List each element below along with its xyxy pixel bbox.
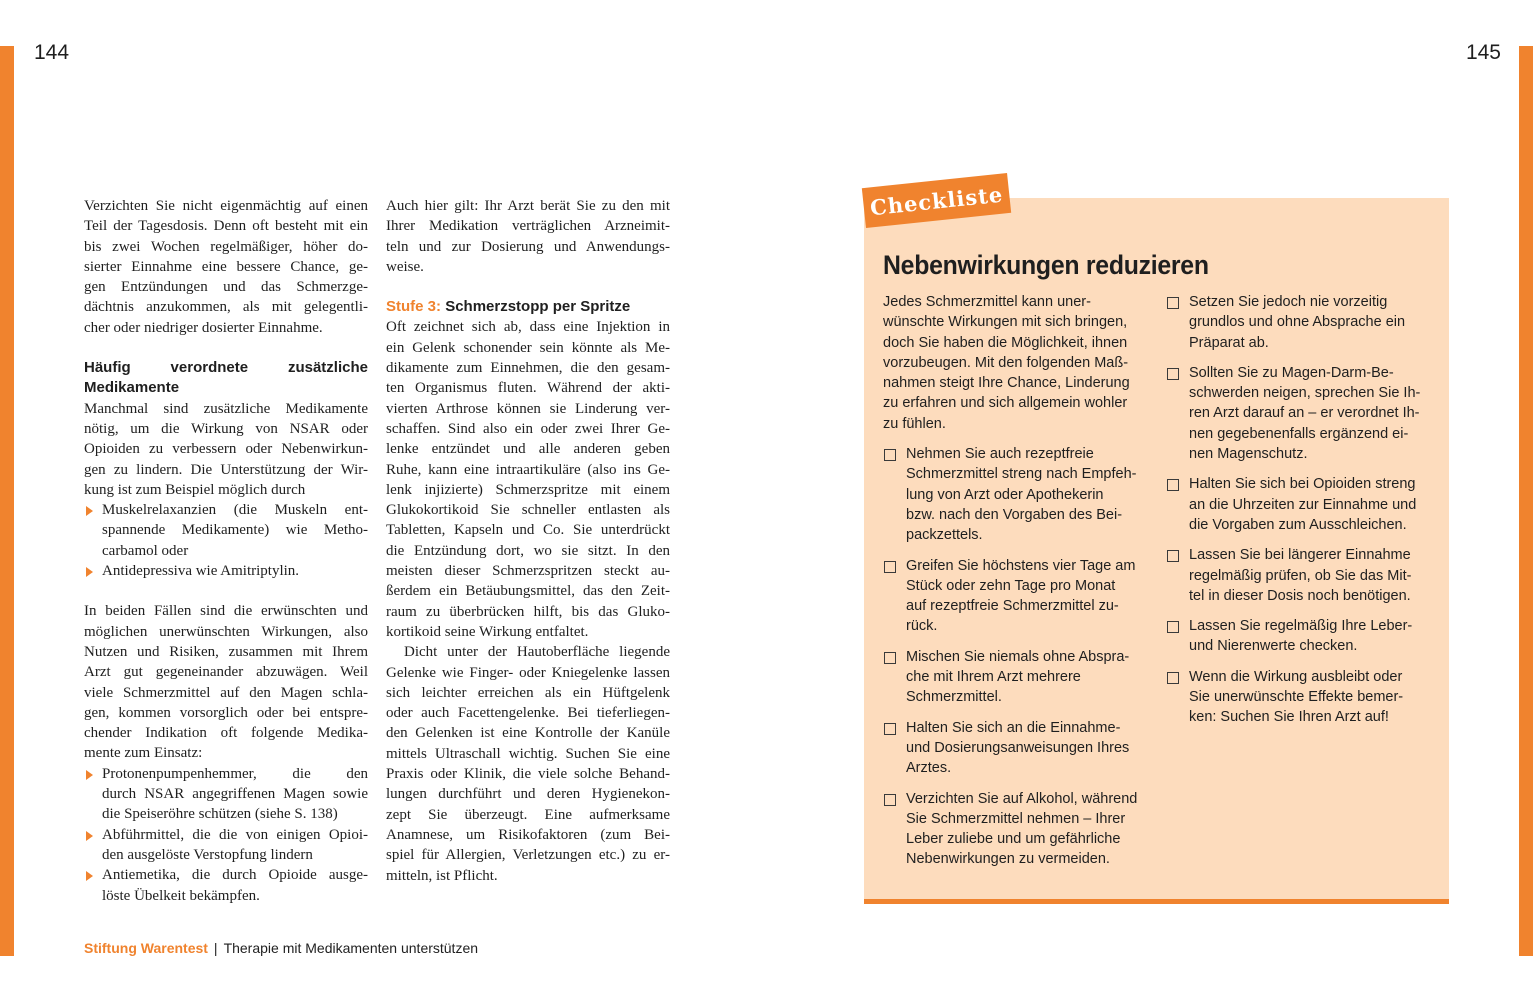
checklist-item-line: Sie Schmerzmittel nehmen – Ihrer bbox=[906, 810, 1126, 827]
text-line: löste Übelkeit bekämpfen. bbox=[102, 887, 260, 904]
checklist-item-line: Lassen Sie regelmäßig Ihre Leber- bbox=[1189, 618, 1413, 635]
checklist-items-right bbox=[1166, 292, 1432, 728]
text-line: cher oder niedriger dosierter Einnahme. bbox=[84, 319, 323, 336]
text-line: Auch hier gilt: Ihr Arzt berät Sie zu den mit bbox=[386, 198, 670, 214]
bullet-triangle-icon bbox=[86, 506, 93, 516]
checklist-item-line: die Vorgaben zum Ausschleichen. bbox=[1189, 516, 1407, 533]
checkbox-icon bbox=[1167, 297, 1179, 309]
checkbox-icon bbox=[1167, 621, 1179, 633]
text-line: Muskelrelaxanzien (die Muskeln ent- bbox=[102, 502, 368, 519]
checklist-item bbox=[1166, 667, 1432, 728]
paragraph-joints bbox=[386, 642, 670, 886]
bullet-triangle-icon bbox=[86, 871, 93, 881]
right-page-accent-bar bbox=[1519, 46, 1533, 956]
middle-text-column bbox=[386, 196, 670, 886]
checkbox-icon bbox=[884, 794, 896, 806]
checklist-title: Nebenwirkungen reduzieren bbox=[883, 250, 1209, 280]
text-line: chender Indikation oft folgende Medika- bbox=[84, 725, 368, 742]
text-line: den Gelenken ist eine Kontrolle der Kanüle bbox=[386, 725, 670, 742]
text-line: nötig, um die Wirkung von NSAR oder bbox=[84, 420, 368, 437]
checkbox-icon bbox=[1167, 368, 1179, 380]
checklist-item-line: Arztes. bbox=[906, 760, 952, 777]
checkbox-icon bbox=[884, 652, 896, 664]
checklist-item-line: auf rezeptfreie Schmerzmittel zu- bbox=[906, 598, 1119, 615]
checklist-item-line: lung von Arzt oder Apothekerin bbox=[906, 486, 1104, 503]
paragraph-additional-medication bbox=[84, 399, 368, 500]
list-protective-drugs bbox=[84, 764, 368, 906]
checklist-item-line: Wenn die Wirkung ausbleibt oder bbox=[1189, 668, 1403, 685]
checklist-column-right bbox=[1166, 292, 1432, 728]
text-line: Glukokortikoid Sie schneller entlasten als bbox=[386, 502, 670, 519]
heading-stage-3 bbox=[386, 297, 670, 317]
checklist-item-line: grundlos und ohne Absprache ein bbox=[1189, 314, 1406, 331]
text-line: nahmen steigt Ihre Chance, Linderung bbox=[883, 375, 1130, 392]
list-item bbox=[84, 561, 368, 581]
text-line: doch Sie haben die Möglichkeit, ihnen bbox=[883, 334, 1128, 351]
text-line: carbamol oder bbox=[102, 542, 189, 559]
left-page-accent-bar bbox=[0, 46, 14, 956]
text-line: die Entzündung dort, wo sie sitzt. In den bbox=[386, 542, 670, 559]
text-line: lenk injizierte) Schmerzspritze mit einem bbox=[386, 481, 670, 498]
text-line: weise. bbox=[386, 258, 424, 275]
text-line: vorzubeugen. Mit den folgenden Maß- bbox=[883, 354, 1129, 371]
text-line: Jedes Schmerzmittel kann uner- bbox=[883, 294, 1091, 310]
checklist-item bbox=[883, 556, 1151, 637]
checklist-item-line: nen gegebenenfalls ergänzend ei- bbox=[1189, 425, 1409, 442]
left-text-column bbox=[84, 196, 368, 906]
list-item bbox=[84, 764, 368, 825]
checklist-items-left bbox=[883, 444, 1151, 870]
text-line: Protonenpumpenhemmer, die den bbox=[102, 765, 368, 782]
checklist-item-line: Schmerzmittel. bbox=[906, 689, 1002, 706]
checklist-item-line: Nehmen Sie auch rezeptfreie bbox=[906, 446, 1094, 463]
checkbox-icon bbox=[1167, 550, 1179, 562]
checklist-item-line: und Nierenwerte checken. bbox=[1189, 638, 1358, 655]
text-line: Oft zeichnet sich ab, dass eine Injektion in bbox=[386, 319, 670, 336]
page-number-left: 144 bbox=[34, 41, 70, 64]
text-line: kung ist zum Beispiel möglich durch bbox=[84, 481, 306, 498]
checklist-item bbox=[1166, 292, 1432, 353]
text-line: Manchmal sind zusätzliche Medikamente bbox=[84, 400, 368, 417]
checklist-item-line: Verzichten Sie auf Alkohol, während bbox=[906, 790, 1138, 807]
checklist-item bbox=[1166, 474, 1432, 535]
checklist-item bbox=[883, 647, 1151, 708]
text-line: den ausgelöste Verstopfung lindern bbox=[102, 846, 313, 863]
text-line: sich leichter erreichen als ein Hüftgelenk bbox=[386, 684, 670, 701]
text-line: viele Schmerzmittel auf den Magen schla- bbox=[84, 684, 368, 701]
checklist-column-left bbox=[883, 292, 1151, 870]
text-line: teln und zur Dosierung und Anwendungs- bbox=[386, 238, 670, 255]
list-item bbox=[84, 825, 368, 866]
text-line: mittels Ultraschall wichtig. Suchen Sie eine bbox=[386, 745, 670, 762]
text-line: gen, kommen vorsorglich oder bei entspre- bbox=[84, 704, 368, 721]
checklist-item-line: Mischen Sie niemals ohne Abspra- bbox=[906, 648, 1130, 665]
checklist-item-line: Halten Sie sich an die Einnahme- bbox=[906, 719, 1121, 736]
checklist-item-line: und Dosierungsanweisungen Ihres bbox=[906, 739, 1130, 756]
checkbox-icon bbox=[884, 723, 896, 735]
text-line: Ihrer Medikation verträglichen Arzneimit- bbox=[386, 218, 670, 235]
footer-brand: Stiftung Warentest bbox=[84, 940, 208, 956]
text-line: dikamente zum Einnehmen, die den gesam- bbox=[386, 360, 670, 377]
text-line: Abführmittel, die die von einigen Opioi- bbox=[102, 826, 368, 843]
page-footer bbox=[84, 940, 478, 956]
text-line: schaffen. Sind also ein oder zwei Ihrer Ge- bbox=[386, 420, 670, 437]
text-line: Praxis oder Klinik, die viele solche Behand- bbox=[386, 766, 670, 783]
checkbox-icon bbox=[884, 449, 896, 461]
checklist-item-line: Setzen Sie jedoch nie vorzeitig bbox=[1189, 294, 1388, 310]
text-line: möglichen unerwünschten Wirkungen, also bbox=[84, 623, 368, 640]
text-line: kortikoid seine Wirkung entfaltet. bbox=[386, 623, 589, 640]
text-line: Tabletten, Kapseln und Co. Sie unterdrückt bbox=[386, 522, 670, 539]
checklist-item-line: regelmäßig prüfen, ob Sie das Mit- bbox=[1189, 567, 1412, 584]
checkbox-icon bbox=[1167, 479, 1179, 491]
text-line: Nutzen und Risiken, zusammen mit Ihrem bbox=[84, 643, 368, 660]
checklist-item-line: nen Magenschutz. bbox=[1189, 446, 1308, 463]
paragraph-doctor-advice bbox=[386, 196, 670, 277]
checklist-item-line: Sollten Sie zu Magen-Darm-Be- bbox=[1189, 364, 1394, 381]
checklist-item bbox=[883, 718, 1151, 779]
bullet-triangle-icon bbox=[86, 567, 93, 577]
text-line: ein Gelenk schonender sein könnte als Me- bbox=[386, 339, 670, 356]
text-line: Verzichten Sie nicht eigenmächtig auf einen bbox=[84, 198, 368, 214]
checklist-tag: Checkliste bbox=[862, 173, 1011, 228]
checklist-item-line: Präparat ab. bbox=[1189, 334, 1269, 351]
checklist-item-line: Sie unerwünschte Effekte bemer- bbox=[1189, 689, 1404, 706]
text-line: lenke entzündet und alle anderen geben bbox=[386, 441, 670, 458]
text-line: Gelenke wie Finger- oder Kniegelenke lassen bbox=[386, 664, 670, 681]
text-line: vierten Arthrose können sie Linderung ver- bbox=[386, 400, 670, 417]
text-line: spiel für Allergien, Verletzungen etc.) zu er- bbox=[386, 847, 670, 864]
text-line: lungen durchführt und deren Hygienekon- bbox=[386, 786, 670, 803]
text-line: zu erfahren und sich allgemein wohler bbox=[883, 395, 1128, 412]
checklist-item-line: ren Arzt darauf an – er verordnet Ih- bbox=[1189, 405, 1420, 422]
text-line: Anamnese, um Risikofaktoren (zum Bei- bbox=[386, 826, 670, 843]
checklist-item-line: rück. bbox=[906, 618, 938, 635]
footer-chapter: Therapie mit Medikamenten unterstützen bbox=[223, 940, 479, 956]
text-line: die Speiseröhre schützen (siehe S. 138) bbox=[102, 806, 338, 823]
page-number-right: 145 bbox=[1465, 41, 1501, 64]
checklist-item-line: Lassen Sie bei längerer Einnahme bbox=[1189, 547, 1411, 564]
checklist-item-line: Nebenwirkungen zu vermeiden. bbox=[906, 851, 1110, 868]
heading-stage-label: Stufe 3: bbox=[386, 298, 442, 316]
checklist-item bbox=[1166, 363, 1432, 464]
text-line: ßerdem ein Betäubungsmittel, das den Zeit- bbox=[386, 583, 670, 600]
checklist-item bbox=[1166, 545, 1432, 606]
text-line: Antidepressiva wie Amitriptylin. bbox=[102, 563, 300, 580]
text-line: Ruhe, kann eine intraartikuläre (also ins Ge- bbox=[386, 461, 670, 478]
text-line: Opioiden zu verbessern oder Nebenwirkun- bbox=[84, 441, 368, 458]
text-line: gen zu lindern. Die Unterstützung der Wir- bbox=[84, 461, 368, 478]
checklist-item-line: packzettels. bbox=[906, 527, 983, 544]
checklist-item-line: che mit Ihrem Arzt mehrere bbox=[906, 669, 1081, 686]
text-line: Antiemetika, die durch Opioide ausge- bbox=[102, 867, 368, 884]
list-item bbox=[84, 865, 368, 906]
text-line: ten Organismus fluten. Während der akti- bbox=[386, 380, 670, 397]
checklist-item-line: Schmerzmittel streng nach Empfeh- bbox=[906, 466, 1137, 483]
bullet-triangle-icon bbox=[86, 770, 93, 780]
text-line: zept Sie überzeugt. Eine aufmerksame bbox=[386, 806, 670, 823]
checklist-item-line: tel in dieser Dosis noch benötigen. bbox=[1189, 587, 1411, 604]
text-line: bis zwei Wochen regelmäßiger, höher do- bbox=[84, 238, 368, 255]
paragraph-dosage bbox=[84, 196, 368, 338]
checklist-item-line: schwerden neigen, sprechen Sie Ih- bbox=[1189, 385, 1421, 402]
checklist-item-line: Greifen Sie höchstens vier Tage am bbox=[906, 557, 1136, 574]
text-line: durch NSAR angegriffenen Magen sowie bbox=[102, 786, 368, 803]
text-line: zu fühlen. bbox=[883, 415, 946, 432]
text-line: raum zu überbrücken hilft, bis das Gluko- bbox=[386, 603, 670, 620]
text-line: gen Entzündungen und das Schmerzge- bbox=[84, 279, 368, 296]
checklist-item bbox=[883, 444, 1151, 545]
checklist-item-line: ken: Suchen Sie Ihren Arzt auf! bbox=[1189, 709, 1389, 726]
text-line: oder auch Facettengelenke. Bei tieferliegen- bbox=[386, 705, 670, 722]
text-line: Teil der Tagesdosis. Denn oft besteht mit ein bbox=[84, 218, 368, 235]
checklist-intro bbox=[883, 292, 1151, 434]
text-line: mente zum Einsatz: bbox=[84, 745, 203, 762]
list-supplementary-drugs bbox=[84, 500, 368, 581]
checklist-item-line: bzw. nach den Vorgaben des Bei- bbox=[906, 506, 1123, 523]
checkbox-icon bbox=[884, 561, 896, 573]
bullet-triangle-icon bbox=[86, 831, 93, 841]
footer-separator: | bbox=[213, 940, 218, 956]
checklist-item-line: an die Uhrzeiten zur Einnahme und bbox=[1189, 496, 1417, 513]
text-line: In beiden Fällen sind die erwünschten und bbox=[84, 603, 368, 620]
paragraph-injection bbox=[386, 317, 670, 642]
checklist-item-line: Stück oder zehn Tage pro Monat bbox=[906, 577, 1116, 594]
text-line: mitteln, ist Pflicht. bbox=[386, 867, 498, 884]
checkbox-icon bbox=[1167, 672, 1179, 684]
heading-additional-medication: Häufig verordnete zusätzliche Medikamente bbox=[84, 359, 368, 397]
list-item bbox=[84, 500, 368, 561]
checklist-item bbox=[883, 789, 1151, 870]
text-line: meisten dieser Schmerzspritzen steckt au- bbox=[386, 563, 670, 580]
text-line: spannende Medikamente) wie Metho- bbox=[102, 522, 368, 539]
text-line: wünschte Wirkungen mit sich bringen, bbox=[883, 314, 1128, 331]
text-line: dächtnis anzukommen, als mit gelegentli- bbox=[84, 299, 368, 316]
checklist-item bbox=[1166, 616, 1432, 657]
checklist-item-line: Leber zuliebe und um gefährliche bbox=[906, 831, 1121, 848]
text-line: sierter Einnahme eine bessere Chance, ge- bbox=[84, 258, 368, 275]
text-line: Arzt gut gegeneinander abzuwägen. Weil bbox=[84, 664, 368, 681]
heading-stage-title: Schmerzstopp per Spritze bbox=[445, 298, 631, 316]
checklist-item-line: Halten Sie sich bei Opioiden streng bbox=[1189, 476, 1416, 493]
text-line: Dicht unter der Hautoberfläche liegende bbox=[404, 644, 670, 661]
paragraph-risks bbox=[84, 601, 368, 763]
